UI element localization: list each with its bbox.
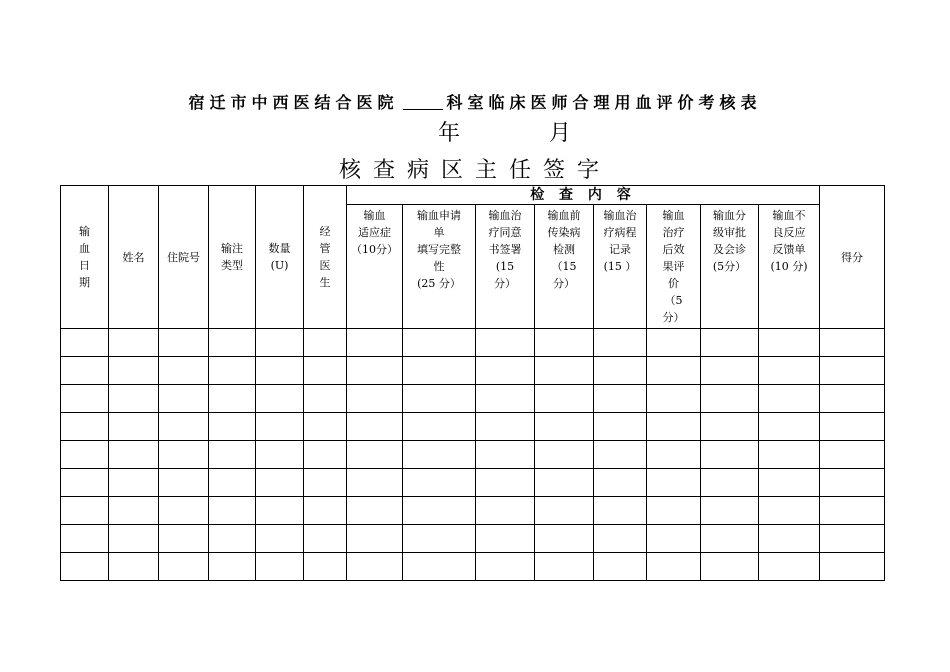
header-quantity: 数量 (U) [256,186,304,329]
table-cell[interactable] [594,329,647,357]
department-blank [403,109,443,110]
table-cell[interactable] [701,413,759,441]
table-cell[interactable] [535,385,594,413]
header-date: 输 血 日 期 [61,186,109,329]
table-cell[interactable] [159,469,209,497]
table-cell[interactable] [594,469,647,497]
table-cell[interactable] [304,525,347,553]
table-cell[interactable] [403,357,476,385]
table-cell[interactable] [820,329,885,357]
table-cell[interactable] [535,329,594,357]
table-cell[interactable] [256,385,304,413]
table-cell[interactable] [476,497,535,525]
table-cell[interactable] [109,469,159,497]
hospital-name: 宿迁市中西医结合医院 [188,93,399,112]
table-cell[interactable] [109,385,159,413]
table-cell[interactable] [403,497,476,525]
table-cell[interactable] [109,329,159,357]
table-cell[interactable] [594,497,647,525]
table-cell[interactable] [109,357,159,385]
table-cell[interactable] [347,441,403,469]
table-cell[interactable] [256,553,304,581]
table-cell[interactable] [594,385,647,413]
header-approval: 输血分 级审批 及会诊 (5分） [701,205,759,329]
table-cell[interactable] [304,329,347,357]
table-cell[interactable] [304,385,347,413]
table-row [61,441,885,469]
table-cell[interactable] [256,469,304,497]
table-cell[interactable] [476,553,535,581]
table-cell[interactable] [403,329,476,357]
table-cell[interactable] [647,469,701,497]
table-cell[interactable] [209,553,256,581]
table-cell[interactable] [820,441,885,469]
table-cell[interactable] [159,525,209,553]
table-cell[interactable] [209,329,256,357]
table-cell[interactable] [159,385,209,413]
table-row [61,497,885,525]
table-cell[interactable] [759,441,820,469]
year-label: 年 [438,121,461,146]
table-cell[interactable] [304,469,347,497]
table-cell[interactable] [820,357,885,385]
table-cell[interactable] [535,553,594,581]
table-cell[interactable] [476,469,535,497]
table-body [61,329,885,581]
table-cell[interactable] [476,525,535,553]
header-row-1 [61,186,885,205]
table-cell[interactable] [61,525,109,553]
table-cell[interactable] [61,553,109,581]
table-cell[interactable] [701,469,759,497]
table-cell[interactable] [209,413,256,441]
table-cell[interactable] [647,385,701,413]
evaluation-table [60,185,885,581]
table-cell[interactable] [61,413,109,441]
table-row [61,357,885,385]
table-cell[interactable] [476,385,535,413]
table-cell[interactable] [159,441,209,469]
table-cell[interactable] [159,553,209,581]
table-cell[interactable] [61,357,109,385]
table-cell[interactable] [701,525,759,553]
table-cell[interactable] [304,357,347,385]
table-cell[interactable] [347,329,403,357]
table-cell[interactable] [476,413,535,441]
table-cell[interactable] [594,441,647,469]
table-cell[interactable] [820,413,885,441]
table-cell[interactable] [61,385,109,413]
table-cell[interactable] [535,441,594,469]
table-cell[interactable] [647,441,701,469]
table-cell[interactable] [159,413,209,441]
table-cell[interactable] [403,441,476,469]
table-cell[interactable] [109,553,159,581]
table-cell[interactable] [759,329,820,357]
table-cell[interactable] [820,525,885,553]
table-cell[interactable] [209,385,256,413]
form-name: 科室临床医师合理用血评价考核表 [446,93,762,112]
header-efficacy: 输血 治疗 后效 果评 价 （5 分） [647,205,701,329]
table-cell[interactable] [647,413,701,441]
table-cell[interactable] [347,385,403,413]
table-cell[interactable] [647,357,701,385]
table-cell[interactable] [701,497,759,525]
table-cell[interactable] [347,469,403,497]
table-cell[interactable] [759,385,820,413]
header-name: 姓名 [109,186,159,329]
table-cell[interactable] [61,469,109,497]
table-cell[interactable] [820,553,885,581]
table-cell[interactable] [256,441,304,469]
table-cell[interactable] [594,525,647,553]
table-cell[interactable] [535,497,594,525]
table-cell[interactable] [256,413,304,441]
table-row [61,329,885,357]
table-cell[interactable] [109,441,159,469]
table-cell[interactable] [647,497,701,525]
header-course-record: 输血治 疗病程 记录 (15 ） [594,205,647,329]
table-cell[interactable] [61,441,109,469]
table-cell[interactable] [256,329,304,357]
table-cell[interactable] [476,357,535,385]
signer-label: 核查病区主任签字 [338,158,611,183]
table-cell[interactable] [759,413,820,441]
table-cell[interactable] [403,553,476,581]
table-cell[interactable] [159,357,209,385]
table-row [61,413,885,441]
table-row [61,525,885,553]
table-row [61,385,885,413]
table-cell[interactable] [701,385,759,413]
table-cell[interactable] [256,357,304,385]
header-infection-test: 输血前 传染病 检测 （15 分） [535,205,594,329]
table-cell[interactable] [759,525,820,553]
header-consent: 输血治 疗同意 书签署 (15 分） [476,205,535,329]
table-cell[interactable] [304,413,347,441]
table-cell[interactable] [304,441,347,469]
table-cell[interactable] [535,469,594,497]
table-cell[interactable] [403,413,476,441]
document-title [0,90,950,113]
table-cell[interactable] [594,413,647,441]
table-cell[interactable] [647,525,701,553]
header-doctor: 经 管 医 生 [304,186,347,329]
table-cell[interactable] [304,497,347,525]
table-cell[interactable] [209,357,256,385]
table-cell[interactable] [759,469,820,497]
table-cell[interactable] [701,357,759,385]
table-cell[interactable] [209,469,256,497]
table-cell[interactable] [476,441,535,469]
header-indication: 输血 适应症 （10分） [347,205,403,329]
table-cell[interactable] [304,553,347,581]
table-cell[interactable] [109,525,159,553]
table-row [61,553,885,581]
table-cell[interactable] [647,553,701,581]
table-cell[interactable] [594,553,647,581]
table-cell[interactable] [109,413,159,441]
table-cell[interactable] [61,329,109,357]
table-cell[interactable] [347,413,403,441]
table-cell[interactable] [535,525,594,553]
table-cell[interactable] [594,357,647,385]
table-cell[interactable] [256,497,304,525]
table-cell[interactable] [535,357,594,385]
table-cell[interactable] [820,469,885,497]
table-cell[interactable] [109,497,159,525]
table-row [61,469,885,497]
table-cell[interactable] [647,329,701,357]
table-cell[interactable] [403,525,476,553]
table-cell[interactable] [701,553,759,581]
header-inpatient-no: 住院号 [159,186,209,329]
table-cell[interactable] [759,553,820,581]
header-infusion-type: 输注 类型 [209,186,256,329]
table-cell[interactable] [209,497,256,525]
table-cell[interactable] [820,385,885,413]
table-cell[interactable] [535,413,594,441]
table-cell[interactable] [347,497,403,525]
table-cell[interactable] [759,497,820,525]
table-cell[interactable] [61,497,109,525]
table-cell[interactable] [403,385,476,413]
table-cell[interactable] [209,525,256,553]
table-cell[interactable] [476,329,535,357]
header-score: 得分 [820,186,885,329]
table-cell[interactable] [347,553,403,581]
table-cell[interactable] [701,441,759,469]
table-cell[interactable] [256,525,304,553]
table-cell[interactable] [347,525,403,553]
table-cell[interactable] [820,497,885,525]
table-cell[interactable] [701,329,759,357]
month-label: 月 [549,121,572,146]
table-cell[interactable] [159,497,209,525]
header-adverse-reaction: 输血不 良反应 反馈单 (10 分) [759,205,820,329]
table-cell[interactable] [159,329,209,357]
table-cell[interactable] [209,441,256,469]
table-cell[interactable] [403,469,476,497]
header-application: 输血申请 单 填写完整 性 (25 分） [403,205,476,329]
table-cell[interactable] [759,357,820,385]
header-check-content: 检 查 内 容 [347,186,820,205]
table-cell[interactable] [347,357,403,385]
